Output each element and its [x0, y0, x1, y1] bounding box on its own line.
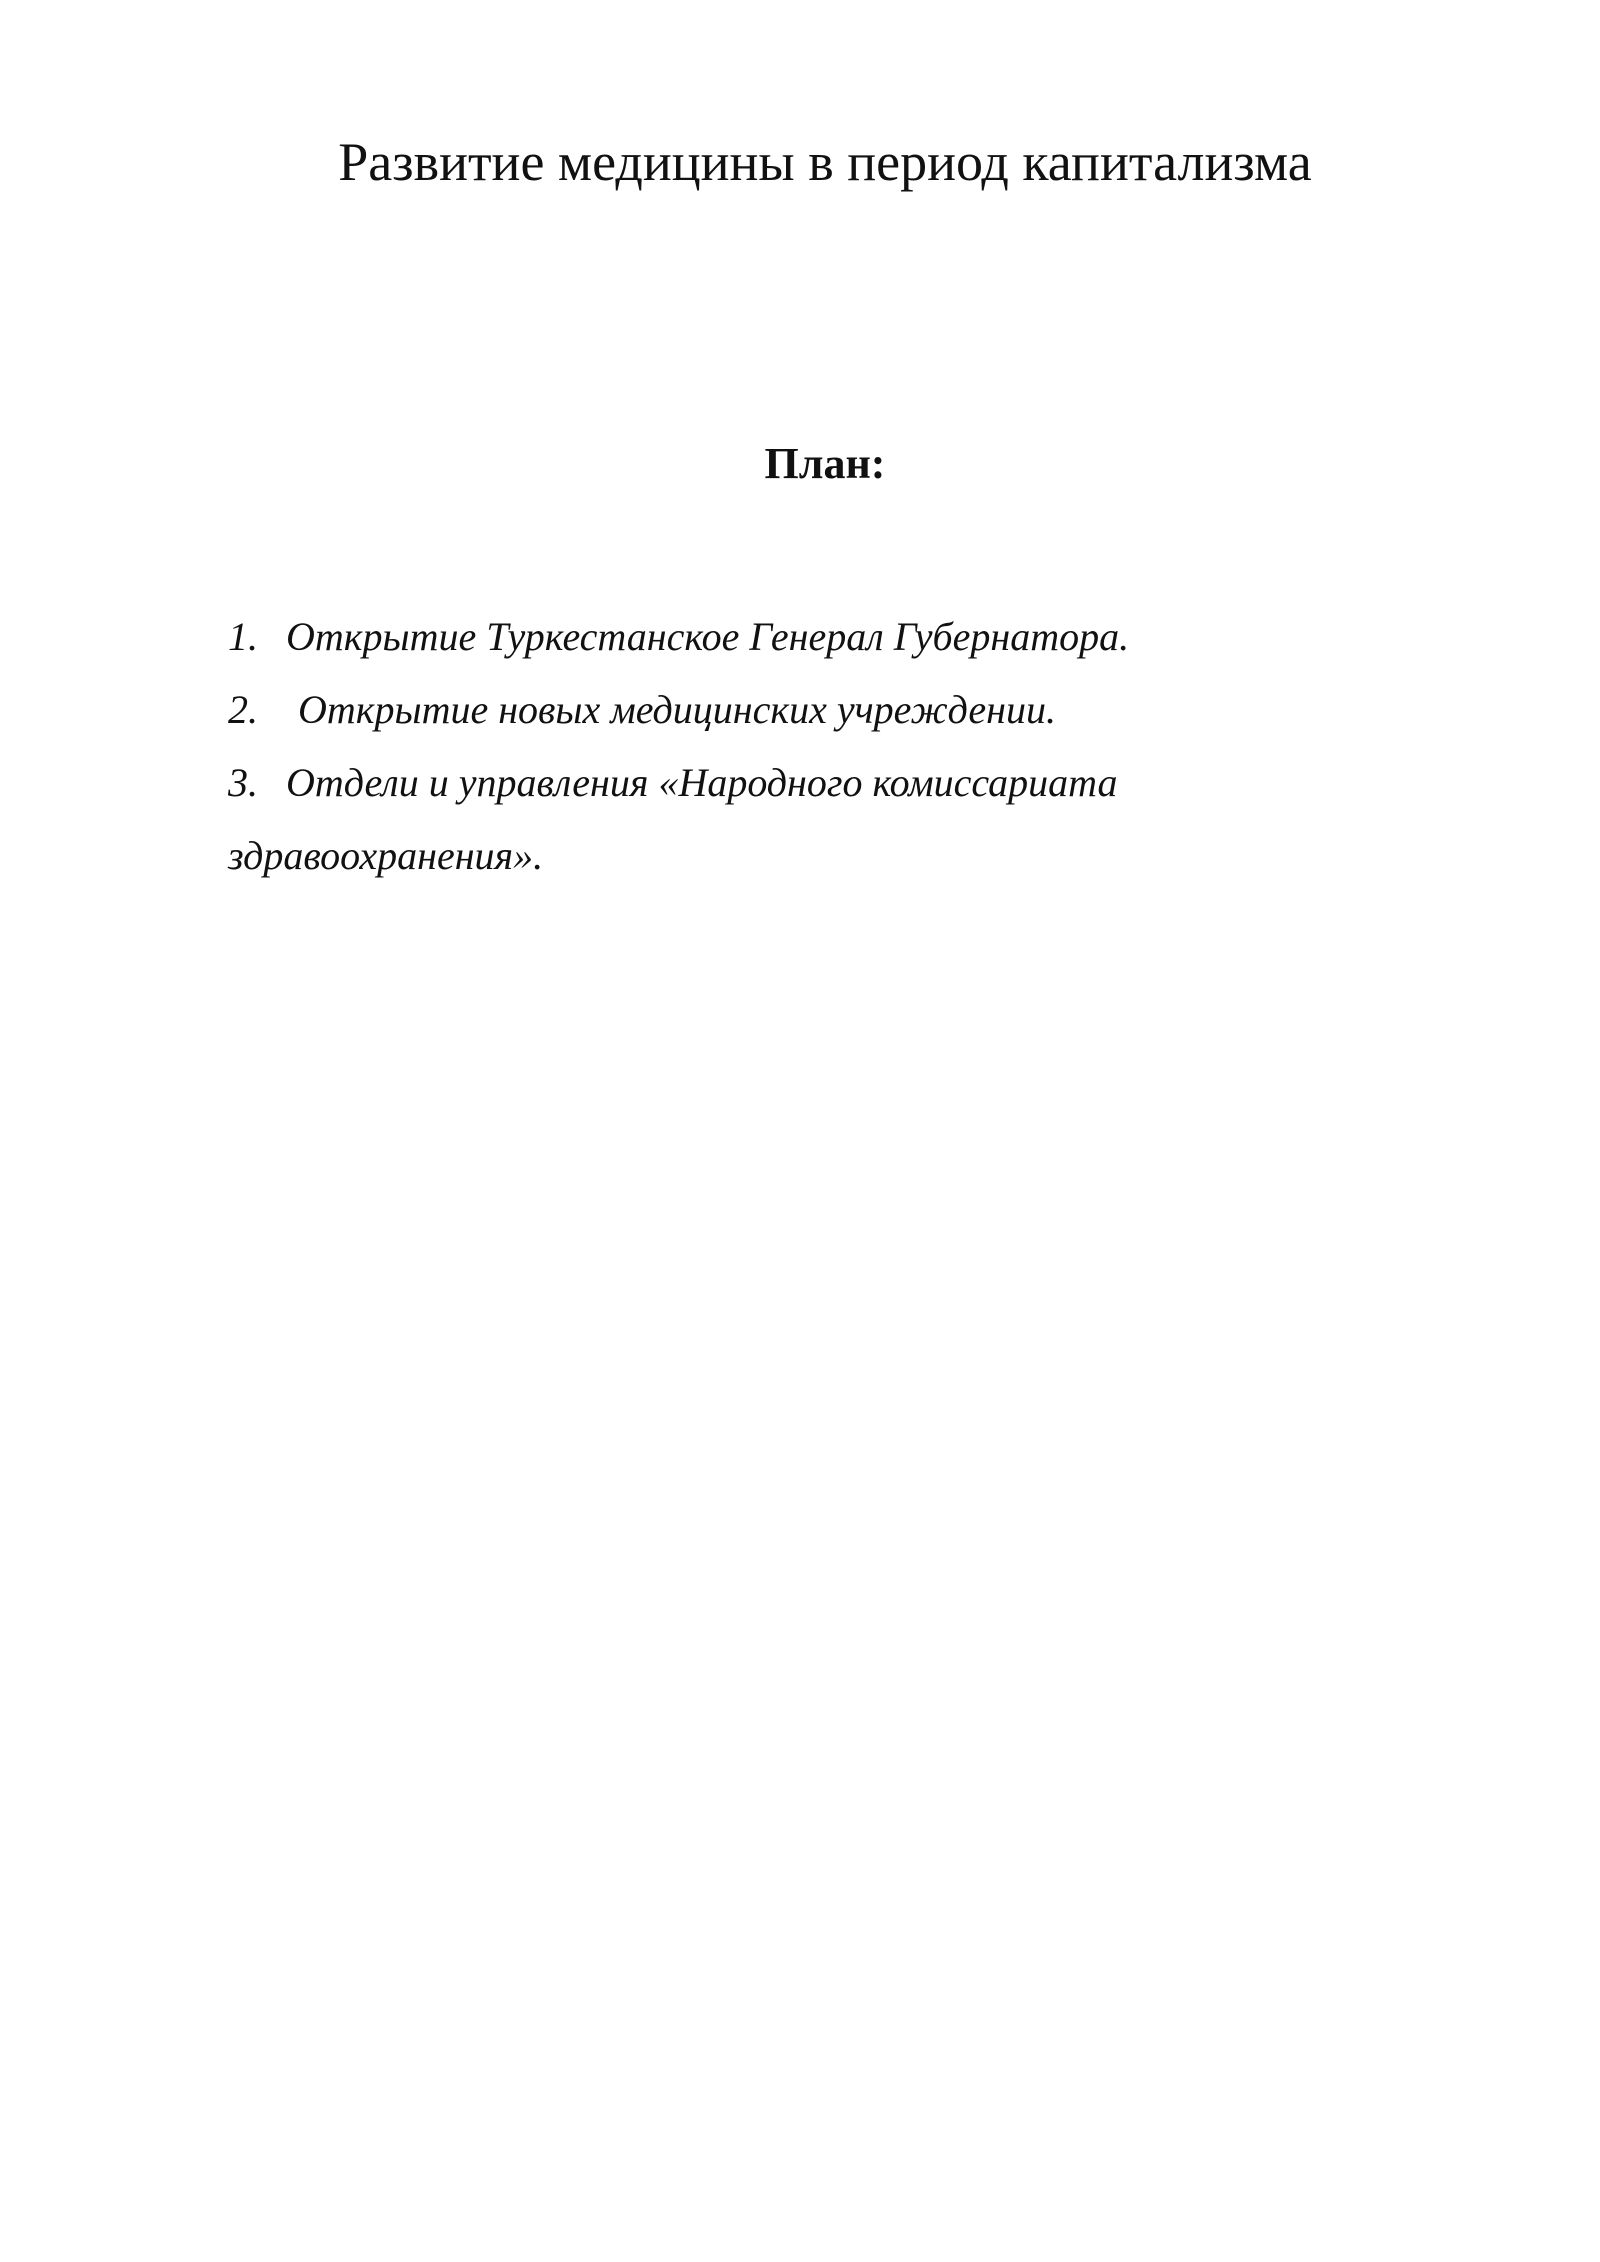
- plan-heading: План:: [764, 439, 886, 488]
- plan-item-number: 1.: [228, 614, 258, 659]
- plan-item-2: [228, 673, 1378, 746]
- plan-item-number: 2.: [228, 687, 258, 732]
- document-title: Развитие медицины в период капитализма: [338, 132, 1312, 192]
- plan-item-text: Открытие Туркестанское Генерал Губернатора.: [286, 614, 1130, 659]
- plan-item-number: 3.: [228, 760, 258, 805]
- plan-item-text: здравоохранения».: [228, 833, 544, 878]
- plan-item-1: [228, 600, 1378, 673]
- plan-item-text: Открытие новых медицинских учреждении.: [298, 687, 1056, 732]
- plan-list: [228, 600, 1378, 892]
- plan-item-text: Отдели и управления «Народного комиссариата: [286, 760, 1118, 805]
- plan-item-3-continuation: [228, 819, 1378, 892]
- plan-item-3: [228, 746, 1378, 819]
